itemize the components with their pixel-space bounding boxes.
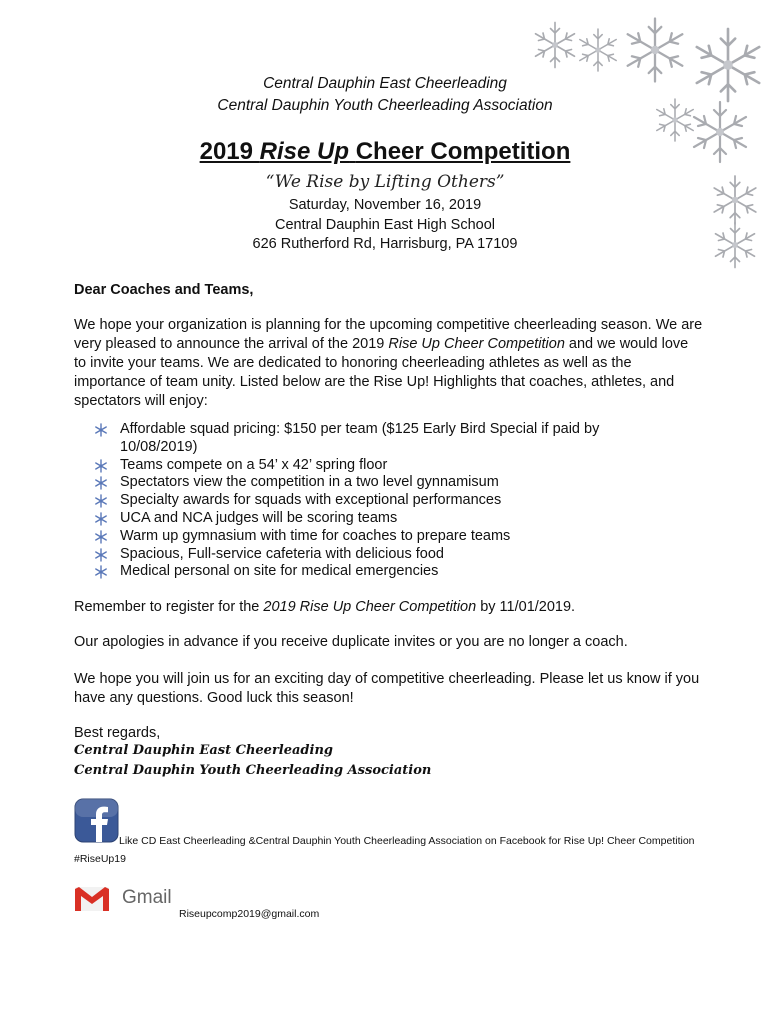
snowflake-icon (536, 23, 575, 68)
page-title (0, 138, 770, 166)
reminder-text-1: Remember to register for the (74, 599, 264, 615)
snowflake-bullet-icon (94, 423, 108, 437)
highlight-text: Medical personal on site for medical emergencies (120, 563, 439, 580)
highlight-text: Affordable squad pricing: $150 per team ($125 Early Bird Special if paid by 10/08/2019) (120, 421, 600, 455)
event-info (0, 196, 770, 255)
highlight-item (74, 510, 674, 528)
highlight-text: Specialty awards for squads with exceptional performances (120, 492, 502, 509)
title-italic: Rise Up (259, 138, 350, 165)
signature-line-1: Central Dauphin East Cheerleading (74, 743, 333, 758)
signature (74, 741, 704, 781)
intro-paragraph (74, 316, 704, 411)
event-venue: Central Dauphin East High School (274, 216, 496, 233)
snowflake-bullet-icon (94, 530, 108, 544)
motto: “We Rise by Lifting Others” (265, 172, 505, 192)
org-line-1: Central Dauphin East Cheerleading (263, 75, 507, 92)
highlight-item (74, 546, 674, 564)
intro-text-1: We hope your organization is planning for the upcoming competitive cheerleading season. We are very pleased to announce the arrival of the 2019 (74, 317, 703, 352)
highlight-item (74, 474, 674, 492)
snowflake-bullet-icon (94, 459, 108, 473)
gmail-email[interactable]: Riseupcomp2019@gmail.com (179, 908, 320, 920)
title-year: 2019 (199, 138, 253, 165)
highlight-item (74, 457, 674, 475)
apology-paragraph: Our apologies in advance if you receive duplicate invites or you are no longer a coach. (74, 634, 628, 650)
snowflake-bullet-icon (94, 548, 108, 562)
greeting: Dear Coaches and Teams, (74, 282, 254, 298)
org-line-2: Central Dauphin Youth Cheerleading Association (217, 97, 553, 114)
closing-paragraph: We hope you will join us for an exciting day of competitive cheerleading. Please let us know if you have any questions. Good luck this season! (74, 671, 700, 706)
intro-italic: Rise Up Cheer Competition (388, 336, 565, 352)
highlight-item (74, 528, 674, 546)
snowflake-icon (580, 29, 616, 71)
title-underlined (200, 138, 571, 165)
highlight-item (74, 563, 674, 581)
snowflake-bullet-icon (94, 512, 108, 526)
event-date: Saturday, November 16, 2019 (288, 197, 482, 213)
signature-line-2: Central Dauphin Youth Cheerleading Association (74, 763, 432, 778)
highlight-text: UCA and NCA judges will be scoring teams (120, 509, 398, 526)
intro-text-2: and we would love to invite your teams. We are dedicated to honoring cheerleading athletes as well as the importance of team unity. Listed below are the Rise Up! Highlights that coaches, athletes, and spectators will enjoy: (74, 336, 689, 409)
highlight-item (74, 492, 674, 510)
event-address: 626 Rutherford Rd, Harrisburg, PA 17109 (252, 236, 518, 252)
signoff: Best regards, (74, 725, 161, 741)
gmail-icon[interactable] (74, 885, 110, 913)
gmail-brand: Gmail (122, 887, 172, 908)
highlight-text: Warm up gymnasium with time for coaches to prepare teams (120, 527, 511, 544)
reminder-italic: 2019 Rise Up Cheer Competition (263, 599, 477, 615)
facebook-text: Like CD East Cheerleading &Central Dauphin Youth Cheerleading Association on Facebook for Rise Up! Cheer Competition #RiseUp19 (74, 835, 695, 865)
highlight-item (74, 421, 674, 457)
snowflake-bullet-icon (94, 476, 108, 490)
reminder-text-2: by 11/01/2019. (476, 599, 576, 615)
organization-header (0, 73, 770, 117)
highlight-text: Teams compete on a 54’ x 42’ spring floor (120, 456, 388, 473)
highlight-text: Spacious, Full-service cafeteria with delicious food (120, 545, 444, 562)
snowflake-bullet-icon (94, 565, 108, 579)
highlight-text: Spectators view the competition in a two level gynnamisum (120, 474, 499, 491)
reminder-paragraph (74, 598, 704, 617)
highlights-list (74, 421, 674, 581)
title-rest: Cheer Competition (355, 138, 571, 165)
snowflake-bullet-icon (94, 494, 108, 508)
